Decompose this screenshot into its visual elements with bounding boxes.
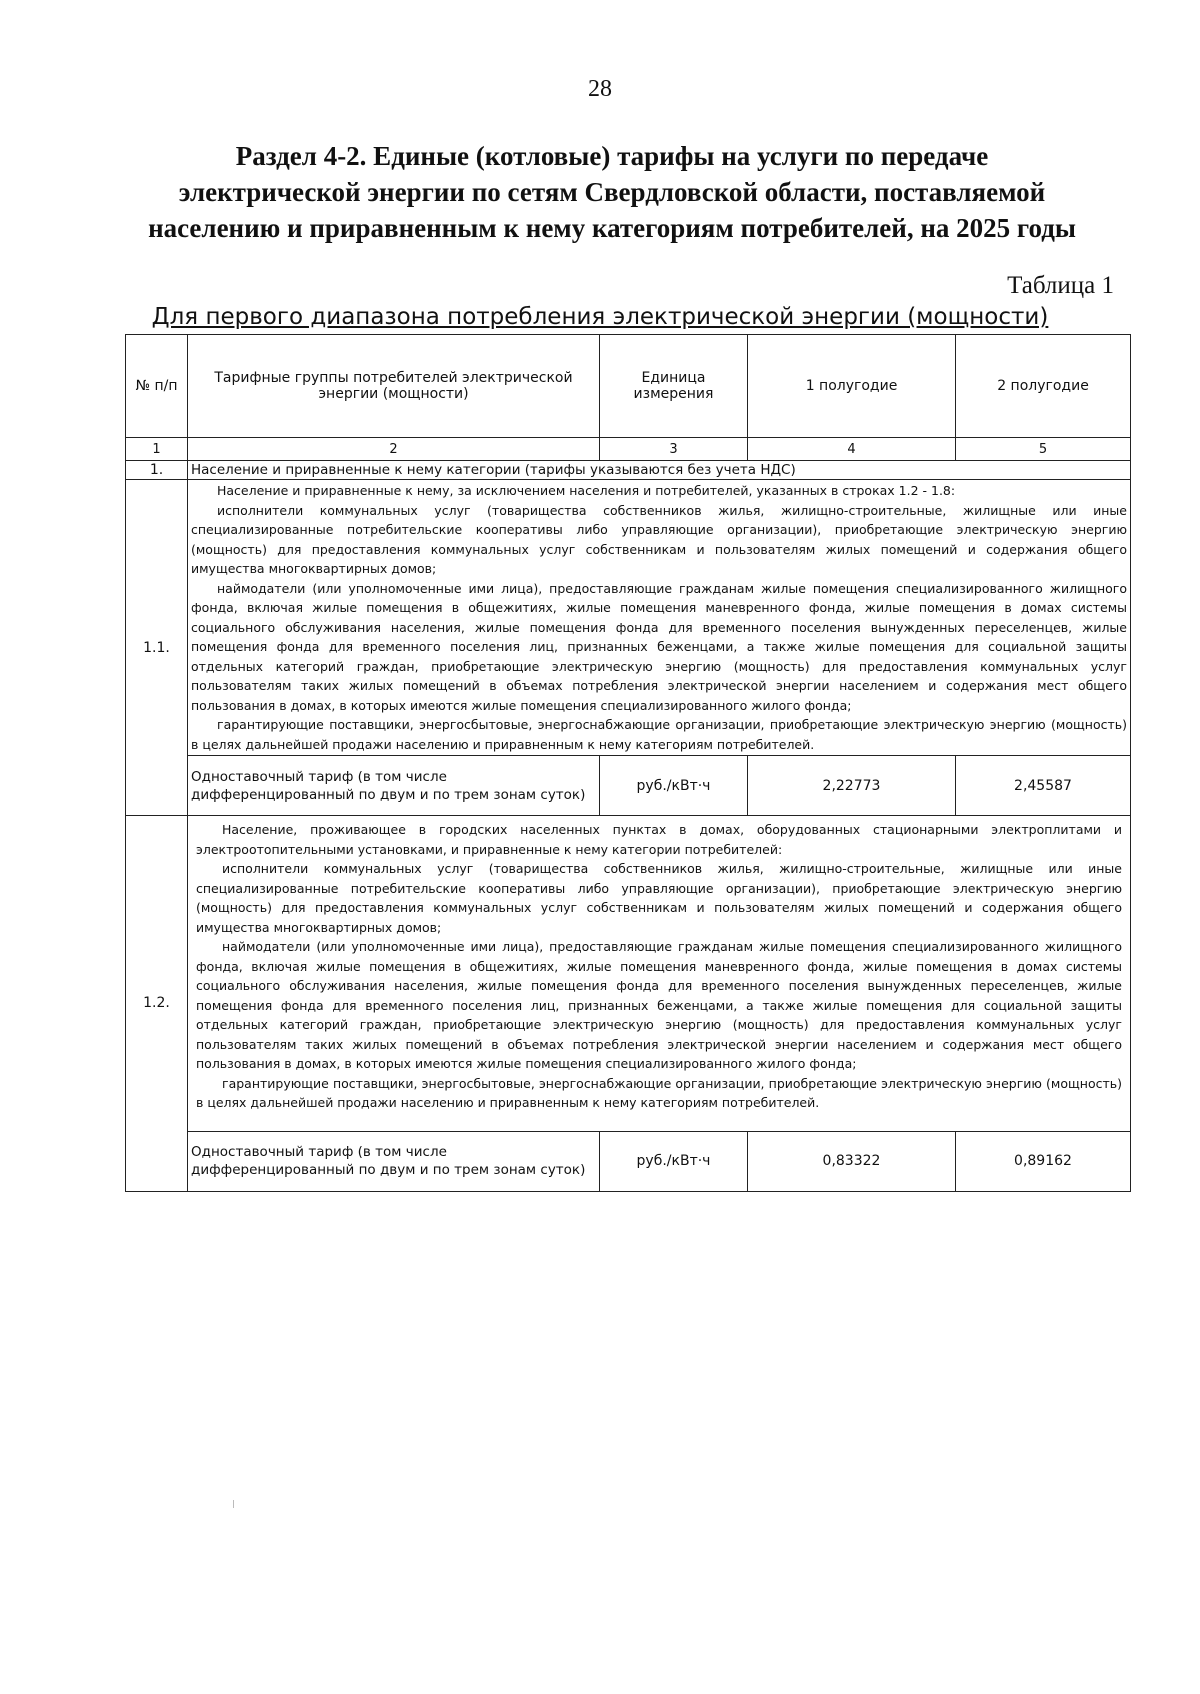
title-line: населению и приравненным к нему категориям потребителей, на 2025 годы <box>148 213 1076 243</box>
tariff-row <box>126 756 1131 816</box>
description-paragraph: исполнители коммунальных услуг (товарищества собственников жилья, жилищно-строительные, жилищные или иные специализированные потребительские кооперативы либо управляющие организации), приобретающие электрическую энергию (мощность) для предоставления коммунальных услуг собственникам и пользователям жилых помещений и содержания общего имущества многоквартирных домов; <box>191 502 1127 576</box>
tariff-value-h1: 2,22773 <box>748 756 956 816</box>
title-line: электрической энергии по сетям Свердловской области, поставляемой <box>178 177 1046 207</box>
section-title <box>120 138 1104 246</box>
table-row <box>126 480 1131 756</box>
tariff-unit: руб./кВт·ч <box>600 756 748 816</box>
title-line: Раздел 4-2. Единые (котловые) тарифы на услуги по передаче <box>235 141 989 171</box>
tariff-value-h1: 0,83322 <box>748 1131 956 1191</box>
col-number: 4 <box>748 438 956 461</box>
description-paragraph: наймодатели (или уполномоченные ими лица), предоставляющие гражданам жилые помещения специализированного жилищного фонда, включая жилые помещения в общежитиях, жилые помещения маневренного фонда, жилые помещения в домах системы социального обслуживания населения, жилые помещения фонда для временного поселения вынужденных переселенцев, жилые помещения фонда для временного поселения лиц, признанных беженцами, а также жилые помещения для социальной защиты отдельных категорий граждан, приобретающие электрическую энергию (мощность) для предоставления коммунальных услуг пользователям таких жилых помещений в объемах потребления электрической энергии населением и содержания мест общего пользования в домах, в которых имеются жилые помещения специализированного жилого фонда; <box>196 939 1122 1071</box>
description-paragraph: гарантирующие поставщики, энергосбытовые, энергоснабжающие организации, приобретающие электрическую энергию (мощность) в целях дальнейшей продажи населению и приравненным к нему категориям потребителей. <box>196 1075 1122 1110</box>
description-paragraph: Население, проживающее в городских населенных пунктах в домах, оборудованных стационарными электроплитами и электроотопительными установками, и приравненные к нему категории потребителей: <box>196 822 1122 857</box>
page-number: 28 <box>588 76 612 102</box>
header-groups: Тарифные группы потребителей электрической энергии (мощности) <box>188 335 600 438</box>
description-paragraph: исполнители коммунальных услуг (товарищества собственников жилья, жилищно-строительные, жилищные или иные специализированные потребительские кооперативы либо управляющие организации), приобретающие электрическую энергию (мощность) для предоставления коммунальных услуг собственникам и пользователям жилых помещений и содержания общего имущества многоквартирных домов; <box>196 861 1122 935</box>
col-number: 2 <box>188 438 600 461</box>
tariff-unit: руб./кВт·ч <box>600 1131 748 1191</box>
description-paragraph: гарантирующие поставщики, энергосбытовые, энергоснабжающие организации, приобретающие электрическую энергию (мощность) в целях дальнейшей продажи населению и приравненным к нему категориям потребителей. <box>191 717 1127 752</box>
description-paragraph: Население и приравненные к нему, за исключением населения и потребителей, указанных в строках 1.2 - 1.8: <box>217 483 956 498</box>
header-unit: Единица измерения <box>600 335 748 438</box>
table-subtitle: Для первого диапазона потребления электрической энергии (мощности) <box>151 304 1049 330</box>
row-number: 1. <box>126 461 188 480</box>
section-text: Население и приравненные к нему категории (тарифы указываются без учета НДС) <box>188 461 1131 480</box>
table-row <box>126 816 1131 1132</box>
header-h2: 2 полугодие <box>956 335 1131 438</box>
description-paragraph: наймодатели (или уполномоченные ими лица), предоставляющие гражданам жилые помещения специализированного жилищного фонда, включая жилые помещения в общежитиях, жилые помещения маневренного фонда, жилые помещения в домах системы социального обслуживания населения, жилые помещения фонда для временного поселения вынужденных переселенцев, жилые помещения фонда для временного поселения лиц, признанных беженцами, а также жилые помещения для социальной защиты отдельных категорий граждан, приобретающие электрическую энергию (мощность) для предоставления коммунальных услуг пользователям таких жилых помещений в объемах потребления электрической энергии населением и содержания мест общего пользования в домах, в которых имеются жилые помещения специализированного жилого фонда; <box>191 580 1127 713</box>
table-label: Таблица 1 <box>1007 272 1114 299</box>
col-number: 1 <box>126 438 188 461</box>
tariff-row <box>126 1131 1131 1191</box>
header-row <box>126 335 1131 438</box>
tariff-label: Одноставочный тариф (в том числе дифференцированный по двум и по трем зонам суток) <box>188 1131 600 1191</box>
header-h1: 1 полугодие <box>748 335 956 438</box>
tariff-label: Одноставочный тариф (в том числе дифференцированный по двум и по трем зонам суток) <box>188 756 600 816</box>
category-description <box>188 816 1131 1132</box>
col-number: 3 <box>600 438 748 461</box>
tariff-value-h2: 2,45587 <box>956 756 1131 816</box>
row-number: 1.2. <box>126 816 188 1192</box>
category-description <box>188 480 1131 756</box>
header-num: № п/п <box>126 335 188 438</box>
tariff-value-h2: 0,89162 <box>956 1131 1131 1191</box>
scan-mark <box>233 1500 234 1508</box>
section-row <box>126 461 1131 480</box>
row-number: 1.1. <box>126 480 188 816</box>
column-number-row <box>126 438 1131 461</box>
tariff-table <box>125 334 1131 1192</box>
col-number: 5 <box>956 438 1131 461</box>
